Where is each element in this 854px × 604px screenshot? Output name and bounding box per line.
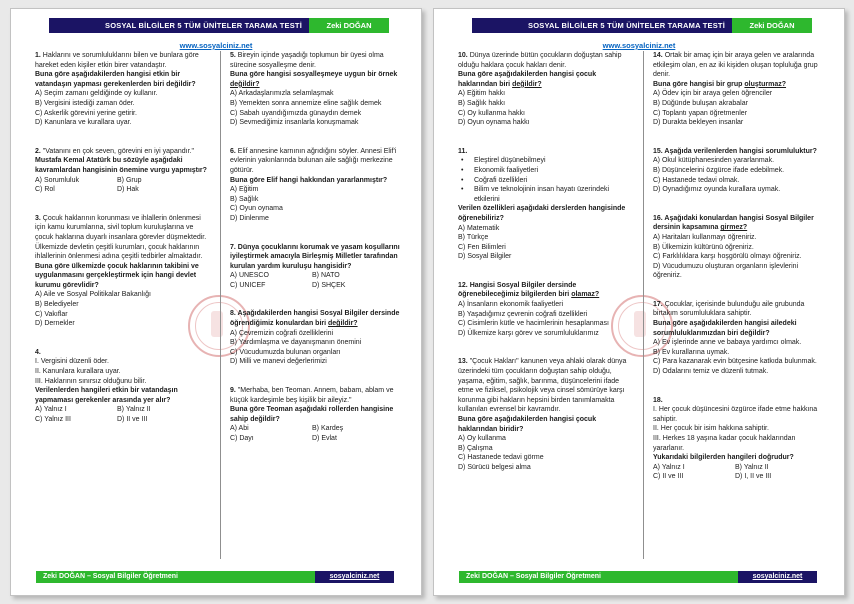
option: A) Oy kullanma [458,435,506,443]
text-run: Dünya üzerinde bütün çocukların doğuştan sahip olduğu haklara çocuk hakları denir. [458,52,622,69]
text-run: Çocuklar, içerisinde bulunduğu aile grubunda birtakım sorumluluklara sahiptir. [653,300,805,318]
question [653,147,828,195]
question-stem [458,415,634,434]
question-number: 7. [230,243,238,251]
question-stem [230,309,405,328]
option: B) Yalnız II [117,406,151,414]
test-page-2 [433,8,845,596]
header-bar [49,18,389,33]
bullet-text: Ekonomik faaliyetleri [474,166,539,174]
option-row [35,405,211,415]
option: B) Yardımlaşma ve dayanışmanın önemini [230,339,362,347]
question-stem [653,319,828,338]
footer-site-link[interactable]: sosyalciniz.net [752,573,803,580]
site-link[interactable]: www.sosyalciniz.net [179,41,253,50]
text-run: Bireyin içinde yaşadığı toplumun bir üyesi olma sürecine sosyalleşme denir. [230,52,384,69]
footer-site-box [738,571,817,583]
bullet-glyph: • [461,166,464,174]
text-run: Aşağıdakilerden hangisi Sosyal Bilgiler dersinde öğrendiğimiz konulardan biri [230,310,400,328]
footer-bar [459,571,817,583]
question-stem [35,156,211,175]
question [35,348,211,425]
option: D) Oyun oynama hakkı [458,119,530,127]
text-run: Ortak bir amaç için bir araya gelen ve aralarında etkileşim olan, en az iki kişiden oluşan topluluğa grup denir. [653,52,818,79]
option: B) Çalışma [458,444,493,452]
option: A) Çevremizin coğrafi özelliklerini [230,329,334,337]
option: C) Dayı [230,435,254,442]
text-run: "Vatanını en çok seven, görevini en iyi yapandır." [42,147,194,155]
option-row [230,424,405,434]
roman-item: III. Herkes 18 yaşına kadar çocuk haklarından yararlanır. [653,435,796,452]
option: A) Ev işlerinde anne ve babaya yardımcı olmak. [653,339,802,347]
option: B) Ev kurallarına uymak. [653,348,730,356]
question [458,357,634,472]
question [230,243,405,291]
page-title: SOSYAL BİLGİLER 5 TÜM ÜNİTELER TARAMA TESTİ [472,18,732,33]
question-number: 1. [35,52,43,59]
bullet-item [458,156,634,166]
option: D) Odalarını temiz ve düzenli tutmak. [653,368,769,376]
question-stem [653,147,828,157]
roman-item: II. Her çocuk bir isim hakkına sahiptir. [653,425,769,433]
question-stem [230,243,405,272]
option: C) Oy kullanma hakkı [458,109,525,117]
text-run: Verilenlerden hangileri etkin bir vatandaşın yapmaması gerekenler arasında yer alır? [35,387,178,404]
question-stem [230,405,405,424]
column-left [458,51,643,559]
option: C) Farklılıklara karşı hoşgörülü olmayı öğreniriz. [653,253,802,261]
text-run: Aşağıda verilenlerden hangisi sorumluluktur? [664,147,817,155]
option: B) Sağlık [230,195,259,203]
option: A) Yalnız I [653,463,685,471]
option: B) Düşüncelerini özgürce ifade edebilmek. [653,166,785,174]
text-run: Yukarıdaki bilgilerden hangileri doğrudur? [653,454,794,462]
text-run: Buna göre aşağıdakilerden hangisi çocuk haklarından biri [458,71,597,88]
question [653,214,828,281]
bullet-item [458,166,634,176]
header-link-row [11,35,421,50]
bullet-item [458,185,634,204]
question-number: 5. [230,52,238,59]
option-row [230,434,405,444]
option: D) Vücudumuzu oluşturan organların işlevlerini öğreniriz. [653,262,799,280]
question-stem [653,214,828,233]
option-row [35,176,211,186]
underlined-keyword: girmez? [720,224,748,232]
text-run: Buna göre ülkemizde çocuk haklarının takibini ve uygulanmasını gerçekleştirmek için hangi devlet kurumu görevlidir? [35,262,199,289]
author-badge: Zeki DOĞAN [309,18,389,33]
question [458,281,634,339]
option: A) Sorumluluk [35,176,79,184]
option: C) Rol [35,186,55,194]
option: D) Sevmediğimiz insanlarla konuşmamak [230,119,359,127]
option: B) Sağlık hakkı [458,99,506,107]
option-row [653,472,828,482]
text-run: Buna göre aşağıdakilerden hangisi etkin bir vatandaşın yapması gerekenlerden biri değildir? [35,71,196,88]
option: C) Yalnız III [35,416,71,423]
author-badge: Zeki DOĞAN [732,18,812,33]
column-left [35,51,220,559]
question [230,147,405,224]
text-run: Haklarını ve sorumluluklarını bilen ve bunlara göre hareket eden kişiler etkin birer vatandaştır. [35,52,199,69]
text-run: Verilen özellikleri aşağıdaki derslerden hangisinde öğrenebiliriz? [458,205,626,222]
question-stem [458,70,634,89]
option-row [230,271,405,281]
option: D) Durakta bekleyen insanlar [653,119,744,127]
question [230,386,405,444]
option: A) Seçim zamanı geldiğinde oy kullanır. [35,90,158,98]
option: D) Oynadığımız oyunda kurallara uymak. [653,186,781,194]
text-run: "Merhaba, ben Teoman. Annem, babam, ablam ve küçük kardeşimle beş kişilik bir aileyiz." [230,387,394,404]
option: C) UNICEF [230,281,266,289]
roman-item: III. Haklarının sınırsız olduğunu bilir. [35,377,147,385]
option: B) Yalnız II [735,463,769,471]
question-number: 15. [653,147,665,155]
question-number: 16. [653,214,665,222]
footer-site-link[interactable]: sosyalciniz.net [329,573,380,580]
question-text [653,300,828,319]
option: A) UNESCO [230,272,269,280]
question [35,147,211,195]
bullet-glyph: • [461,186,464,194]
underlined-keyword: olamaz? [571,291,600,299]
option: B) Yaşadığımız çevrenin coğrafi özellikleri [458,310,588,318]
question-number: 12. [458,281,470,289]
roman-item: II. Kanunlara kurallara uyar. [35,368,121,376]
option: C) Para kazanarak evin bütçesine katkıda bulunmak. [653,358,817,366]
text-run: Aşağıdaki konulardan hangisi Sosyal Bilgiler dersinin kapsamına [653,214,814,232]
roman-item: I. Her çocuk düşüncesini özgürce ifade etme hakkına sahiptir. [653,406,818,423]
option: D) Sosyal Bilgiler [458,253,512,261]
question-number: 9. [230,387,238,395]
option: A) Yalnız I [35,406,67,414]
option: D) SHÇEK [312,281,346,289]
question-columns [35,51,405,559]
option: A) Haritaları kullanmayı öğreniriz. [653,233,757,241]
option: C) Toplantı yapan öğretmenler [653,109,748,117]
option: A) Okul kütüphanesinden yararlanmak. [653,157,775,165]
text-run: "Çocuk Hakları" kanunen veya ahlaki olarak dünya üzerindeki tüm çocukların doğuştan sahip olduğu, yaşama, eğitim, sağlık, barınma, düşüncelerini ifade etme ve fiziksel, psikolojik veya cinsel sömürüye karşı korunma gibi hakların hepsini birden tanımlamakta kullanılan evrensel bir kavramdır. [458,358,627,414]
option: D) Evlat [312,435,337,442]
question-stem [35,70,211,89]
question [458,51,634,128]
option: A) Matematik [458,224,500,232]
option: D) Dinlenme [230,214,269,222]
bullet-item [458,176,634,186]
option: D) Dernekler [35,320,75,328]
roman-item: I. Vergisini düzenli öder. [35,358,109,366]
option: C) II ve III [653,473,684,481]
option: D) Kanunlara ve kurallara uyar. [35,119,132,127]
question-number: 13. [458,358,470,366]
page-title: SOSYAL BİLGİLER 5 TÜM ÜNİTELER TARAMA TESTİ [49,18,309,33]
bullet-glyph: • [461,176,464,184]
option: B) Kardeş [312,425,344,433]
footer-author: Zeki DOĞAN – Sosyal Bilgiler Öğretmeni [459,571,738,583]
underlined-keyword: oluşturmaz? [744,80,787,88]
text-run: Hangisi Sosyal Bilgiler dersinde öğrenebileceğimiz bilgilerden biri [458,281,577,299]
header-link-row [434,35,844,50]
option: B) Vergisini istediği zaman öder. [35,99,135,107]
question [35,51,211,128]
text-run: Buna göre hangisi sosyalleşmeye uygun bir örnek [230,71,398,79]
text-run: Elif annesine karnının ağrıdığını söyler. Annesi Elif'i evlerinin yakınlarında bulunan aile sağlığı merkezine götürür. [230,147,397,174]
question-stem [230,176,405,186]
column-right [643,51,828,559]
underlined-keyword: değildir? [230,80,260,88]
bullet-text: Eleştirel düşünebilmeyi [474,157,546,165]
underlined-keyword: değildir? [512,80,542,88]
option-row [35,185,211,195]
option: A) Arkadaşlarımızla selamlaşmak [230,90,334,98]
option-row [230,281,405,291]
text-run: Buna göre aşağıdakilerden hangisi çocuk haklarından biridir? [458,416,597,433]
text-run: Buna göre Elif hangi hakkından yararlanmıştır? [230,176,388,184]
question-columns [458,51,828,559]
option: D) I, II ve III [735,473,772,481]
option: B) Belediyeler [35,301,79,309]
question-stem [653,80,828,90]
question-text [230,386,405,405]
option: D) Sürücü belgesi alma [458,463,531,471]
question-stem [458,204,634,223]
text-run: Buna göre Teoman aşağıdaki rollerden hangisine sahip değildir? [230,406,394,423]
option: B) Türkçe [458,234,489,242]
footer-bar [36,571,394,583]
option: A) İnsanların ekonomik faaliyetleri [458,301,564,309]
question-number: 6. [230,147,238,155]
question-number: 4. [35,348,41,356]
question-number: 17. [653,300,665,308]
question [653,300,828,377]
option: C) Askerlik görevini yerine getirir. [35,109,137,117]
option: B) Yemekten sonra annemize eline sağlık demek [230,99,382,107]
question-stem [230,70,405,89]
option: A) Abi [230,425,249,433]
question-number: 18. [653,396,663,404]
option: A) Eğitim hakkı [458,90,506,98]
option: C) Fen Bilimleri [458,243,506,251]
question-text [230,147,405,176]
option: C) Vakıflar [35,310,68,318]
question-number: 10. [458,52,470,59]
option: B) NATO [312,272,340,280]
option: B) Ülkemizin kültürünü öğreniriz. [653,243,754,251]
test-page-1 [10,8,422,596]
option: C) Hastanede tedavi olmak. [653,176,740,184]
question-text [458,51,634,70]
option-row [35,415,211,425]
header-bar [472,18,812,33]
question [230,309,405,367]
option: C) Sabah uyandığımızda günaydın demek [230,109,362,117]
text-run: Dünya çocuklarını korumak ve yasam koşullarını iyileştirmek amacıyla Birleşmiş Milletler tarafından kurulan yardım kuruluşu hangisidir? [230,243,400,270]
option: C) Cisimlerin kütle ve hacimlerinin hesaplanması [458,320,609,328]
option: D) Hak [117,186,139,194]
question [35,214,211,329]
footer-site-box [315,571,394,583]
option: D) Milli ve manevi değerlerimizi [230,358,327,366]
question-number: 2. [35,147,43,155]
text-run: Çocuk haklarının korunması ve ihlallerin önlenmesi için kamu kurumlarına, sivil toplum kuruluşlarına ve çocuk haklarına duyarlı insanlara görevler düşmektedir. Ülkemizde devletin çeşitli kurumları, çocuk haklarının ihlallerinin önlenmesi adına çeşitli tedbirler almaktadır. [35,214,207,261]
question-text [230,51,405,70]
question [653,51,828,128]
bullet-text: Coğrafi özellikleri [474,176,528,184]
option: B) Düğünde buluşan akrabalar [653,99,748,107]
option: D) Ülkemize karşı görev ve sorumluluklarımız [458,329,599,337]
text-run: Buna göre aşağıdakilerden hangisi ailedeki sorumluluklarımızdan biri değildir? [653,320,797,337]
question-stem [653,453,828,463]
option: A) Eğitim [230,186,259,194]
question-number: 11. [458,147,468,155]
column-right [220,51,405,559]
option: A) Ödev için bir araya gelen öğrenciler [653,90,773,98]
option: C) Oyun oynama [230,205,283,213]
site-link[interactable]: www.sosyalciniz.net [602,41,676,50]
question-stem [458,281,634,300]
option: C) Vücudumuzda bulunan organları [230,348,341,356]
option: D) II ve III [117,416,148,423]
bullet-text: Bilim ve teknolojinin insan hayatı üzerindeki etkilerini [474,186,610,203]
question-stem [35,386,211,405]
question-text [458,357,634,415]
question [653,396,828,482]
question-stem [35,262,211,291]
option: B) Grup [117,176,142,184]
option: C) Hastanede tedavi görme [458,454,544,462]
question-text [35,214,211,262]
question [230,51,405,128]
question-text [653,51,828,80]
underlined-keyword: değildir? [328,320,358,328]
question-text [35,51,211,70]
question-number: 14. [653,52,665,59]
footer-author: Zeki DOĞAN – Sosyal Bilgiler Öğretmeni [36,571,315,583]
question-number: 3. [35,214,43,222]
text-run: Mustafa Kemal Atatürk bu sözüyle aşağıdaki kavramlardan hangisinin önemine vurgu yapmıştır? [35,157,207,174]
question [458,147,634,262]
question-number: 8. [230,310,238,318]
bullet-glyph: • [461,157,464,165]
question-text [35,147,211,157]
option: A) Aile ve Sosyal Politikalar Bakanlığı [35,291,151,299]
text-run: Buna göre hangisi bir grup [653,80,745,88]
option-row [653,463,828,473]
